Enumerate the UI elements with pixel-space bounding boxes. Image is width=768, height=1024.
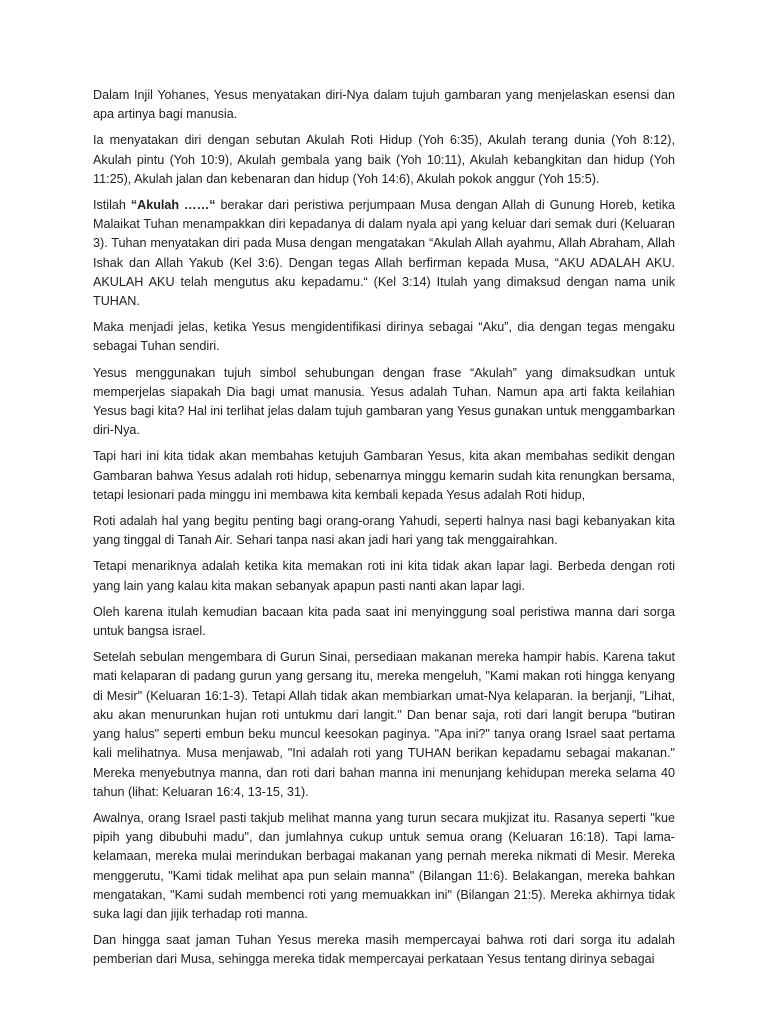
paragraph-rest: berakar dari peristiwa perjumpaan Musa dengan Allah di Gunung Horeb, ketika Malaikat Tuhan menampakkan diri kepadanya di dalam nyala api yang keluar dari semak duri (Keluaran 3). Tuhan menyatakan diri pada Musa dengan mengatakan “Akulah Allah ayahmu, Allah Abraham, Allah Ishak dan Allah Yakub (Kel 3:6). Dengan tegas Allah berfirman kepada Musa, “AKU ADALAH AKU. AKULAH AKU telah mengutus aku kepadamu.“ (Kel 3:14) Itulah yang dimaksud dengan nama unik TUHAN. xyxy=(93,198,675,309)
paragraph: Maka menjadi jelas, ketika Yesus mengidentifikasi dirinya sebagai “Aku”, dia dengan tegas mengaku sebagai Tuhan sendiri. xyxy=(93,320,675,354)
paragraph: Oleh karena itulah kemudian bacaan kita pada saat ini menyinggung soal peristiwa manna dari sorga untuk bangsa israel. xyxy=(93,604,675,639)
paragraph xyxy=(93,196,675,311)
paragraph: Dan hingga saat jaman Tuhan Yesus mereka masih mempercayai bahwa roti dari sorga itu adalah pemberian dari Musa, sehingga mereka tidak mempercayai perkataan Yesus tentang dirinya sebagai xyxy=(93,933,675,967)
paragraph: Tapi hari ini kita tidak akan membahas ketujuh Gambaran Yesus, kita akan membahas sedikit dengan Gambaran bahwa Yesus adalah roti hidup, sebenarnya minggu kemarin sudah kita renungkan bersama, tetapi lesionari pada minggu ini membawa kita kembali kepada Yesus adalah Roti hidup, xyxy=(93,449,675,502)
paragraph-bold-term: “Akulah ……“ xyxy=(130,198,216,213)
document-body xyxy=(93,86,675,970)
paragraph: Tetapi menariknya adalah ketika kita memakan roti ini kita tidak akan lapar lagi. Berbeda dengan roti yang lain yang kalau kita makan sebanyak apapun pasti nanti akan lapar lagi. xyxy=(93,559,675,593)
paragraph-lead: Istilah xyxy=(93,198,131,213)
paragraph: Ia menyatakan diri dengan sebutan Akulah Roti Hidup (Yoh 6:35), Akulah terang dunia (Yoh 8:12), Akulah pintu (Yoh 10:9), Akulah gembala yang baik (Yoh 10:11), Akulah kebangkitan dan hidup (Yoh 11:25), Akulah jalan dan kebenaran dan hidup (Yoh 14:6), Akulah pokok anggur (Yoh 15:5). xyxy=(93,133,675,186)
paragraph: Awalnya, orang Israel pasti takjub melihat manna yang turun secara mukjizat itu. Rasanya seperti "kue pipih yang dibubuhi madu", dan jumlahnya cukup untuk semua orang (Keluaran 16:18). Tapi lama-kelamaan, mereka mulai merindukan berbagai makanan yang pernah mereka nikmati di Mesir. Mereka menggerutu, "Kami tidak melihat apa pun selain manna" (Bilangan 11:6). Belakangan, mereka bahkan mengatakan, "Kami sudah membenci roti yang memuakkan ini" (Bilangan 21:5). Mereka akhirnya tidak suka lagi dan jijik terhadap roti manna. xyxy=(93,810,675,921)
paragraph: Setelah sebulan mengembara di Gurun Sinai, persediaan makanan mereka hampir habis. Karena takut mati kelaparan di padang gurun yang gersang itu, mereka mengeluh, "Kami makan roti hingga kenyang di Mesir" (Keluaran 16:1-3). Tetapi Allah tidak akan membiarkan umat-Nya kelaparan. Ia berjanji, "Lihat, aku akan menurunkan hujan roti untukmu dari langit." Dan benar saja, roti dari langit berupa "butiran yang halus" seperti embun beku muncul keesokan paginya. "Apa ini?" tanya orang Israel saat pertama kali melihatnya. Musa menjawab, "Ini adalah roti yang TUHAN berikan kepadamu sebagai makanan." Mereka menyebutnya manna, dan roti dari bahan manna ini menunjang kehidupan mereka selama 40 tahun (lihat: Keluaran 16:4, 13-15, 31). xyxy=(93,650,675,799)
paragraph: Yesus menggunakan tujuh simbol sehubungan dengan frase “Akulah” yang dimaksudkan untuk memperjelas siapakah Dia bagi umat manusia. Yesus adalah Tuhan. Namun apa arti fakta keilahian Yesus bagi kita? Hal ini terlihat jelas dalam tujuh gambaran yang Yesus gunakan untuk menggambarkan diri-Nya. xyxy=(93,365,675,438)
paragraph: Dalam Injil Yohanes, Yesus menyatakan diri-Nya dalam tujuh gambaran yang menjelaskan esensi dan apa artinya bagi manusia. xyxy=(93,88,675,122)
paragraph: Roti adalah hal yang begitu penting bagi orang-orang Yahudi, seperti halnya nasi bagi kebanyakan kita yang tinggal di Tanah Air. Sehari tanpa nasi akan jadi hari yang tak menggairahkan. xyxy=(93,514,675,548)
